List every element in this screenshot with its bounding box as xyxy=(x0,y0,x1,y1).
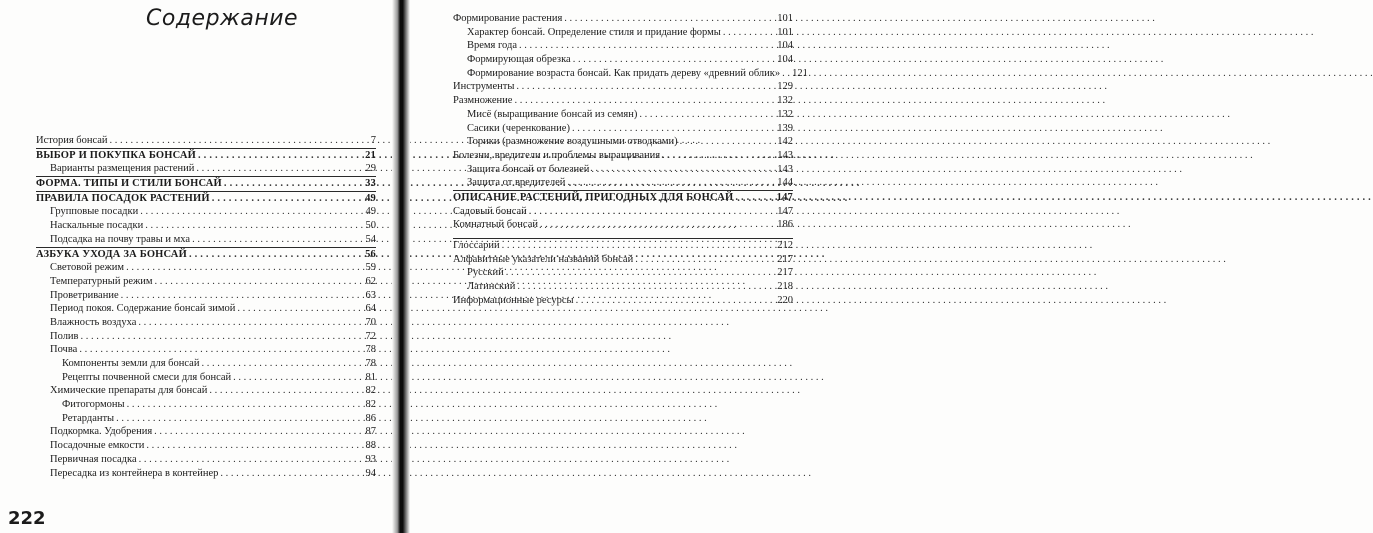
toc-entry-title: ФОРМА. ТИПЫ И СТИЛИ БОНСАЙ xyxy=(36,178,222,190)
toc-entry-title: Защита бонсай от болезней xyxy=(467,163,590,175)
toc-page-number: 63 xyxy=(365,289,376,301)
toc-entry[interactable] xyxy=(36,219,376,233)
dot-leader xyxy=(139,453,364,467)
toc-entry[interactable] xyxy=(453,94,793,108)
toc-entry-title: Рецепты почвенной смеси для бонсай xyxy=(62,371,232,383)
toc-entry-title: Размножение xyxy=(453,95,513,107)
toc-entry-title: Торики (размножение воздушными отводками) xyxy=(467,136,678,148)
dot-leader xyxy=(540,218,775,232)
toc-page-number: 21 xyxy=(365,149,376,161)
dot-leader xyxy=(506,266,776,280)
dot-leader xyxy=(517,280,775,294)
dot-leader xyxy=(564,12,775,26)
toc-entry[interactable] xyxy=(36,398,376,412)
toc-page-number: 70 xyxy=(365,316,376,328)
toc-entry[interactable] xyxy=(36,302,376,316)
toc-entry-title: Фитогормоны xyxy=(62,399,125,411)
toc-page-number: 217 xyxy=(777,253,793,265)
dot-leader xyxy=(680,135,776,149)
dot-leader xyxy=(591,163,775,177)
toc-section-heading[interactable] xyxy=(36,192,376,206)
toc-entry[interactable] xyxy=(36,289,376,303)
toc-entry-title: Первичная посадка xyxy=(50,453,137,465)
toc-entry[interactable] xyxy=(36,439,376,453)
toc-entry[interactable] xyxy=(36,371,376,385)
toc-entry[interactable] xyxy=(453,67,808,81)
toc-page-number: 104 xyxy=(777,40,793,52)
dot-leader xyxy=(154,425,363,439)
toc-page-number: 121 xyxy=(792,67,808,79)
toc-entry-title: Мисё (выращивание бонсай из семян) xyxy=(467,108,638,120)
toc-entry-title: Инструменты xyxy=(453,81,515,93)
dot-leader xyxy=(189,248,363,262)
toc-entry[interactable] xyxy=(36,275,376,289)
toc-entry-title: Формирующая обрезка xyxy=(467,54,571,66)
toc-entry[interactable] xyxy=(36,162,376,176)
toc-entry-title: Ретарданты xyxy=(62,412,115,424)
toc-section-heading[interactable] xyxy=(36,177,376,191)
dot-leader xyxy=(567,176,775,190)
dot-leader xyxy=(155,275,364,289)
toc-entry[interactable] xyxy=(453,26,793,40)
toc-page-number: 72 xyxy=(365,330,376,342)
dot-leader xyxy=(735,191,774,205)
toc-entry[interactable] xyxy=(36,205,376,219)
toc-entry-title: Подкормка. Удобрения xyxy=(50,426,153,438)
toc-entry-title: Характер бонсай. Определение стиля и придание формы xyxy=(467,26,721,38)
toc-entry-title: Проветривание xyxy=(50,289,119,301)
toc-entry-title: Формирование растения xyxy=(453,13,563,24)
dot-leader xyxy=(502,239,776,253)
dot-leader xyxy=(126,261,363,275)
toc-page-number: 29 xyxy=(365,163,376,175)
toc-page-number: 218 xyxy=(777,281,793,293)
toc-entry-title: Комнатный бонсай xyxy=(453,219,538,231)
dot-leader xyxy=(110,134,369,148)
toc-entry-title: Русский xyxy=(467,267,504,279)
dot-leader xyxy=(224,177,363,191)
toc-entry-title: ПРАВИЛА ПОСАДОК РАСТЕНИЙ xyxy=(36,192,210,204)
toc-page-number: 82 xyxy=(365,385,376,397)
toc-page-number: 212 xyxy=(777,240,793,251)
toc-page-number: 78 xyxy=(365,344,376,356)
toc-entry[interactable] xyxy=(453,176,793,190)
left-page xyxy=(0,0,392,533)
toc-page-number: 94 xyxy=(365,467,376,479)
toc-page-number: 54 xyxy=(365,233,376,245)
toc-entry[interactable] xyxy=(36,134,376,148)
toc-page-number: 87 xyxy=(365,426,376,438)
toc-page-number: 143 xyxy=(777,163,793,175)
toc-entry-title: Латинский xyxy=(467,281,516,293)
toc-page-number: 144 xyxy=(777,177,793,189)
dot-leader xyxy=(516,80,775,94)
toc-entry[interactable] xyxy=(36,384,376,398)
toc-entry[interactable] xyxy=(36,425,376,439)
dot-leader xyxy=(146,439,363,453)
toc-page-number: 101 xyxy=(777,13,793,24)
toc-entry[interactable] xyxy=(36,453,376,467)
toc-page-number: 49 xyxy=(365,206,376,218)
dot-leader xyxy=(576,294,776,308)
toc-entry[interactable] xyxy=(453,53,793,67)
toc-page-number: 132 xyxy=(777,95,793,107)
toc-entry-title: Глоссарий xyxy=(453,240,500,251)
toc-entry-title: Болезни, вредители и проблемы выращивания xyxy=(453,149,661,161)
dot-leader xyxy=(192,233,363,247)
toc-entry[interactable] xyxy=(453,253,793,267)
toc-entry-title: История бонсай xyxy=(36,135,108,146)
toc-entry-title: Сасики (черенкование) xyxy=(467,122,570,134)
toc-page-number: 220 xyxy=(777,294,793,306)
toc-entry[interactable] xyxy=(453,239,793,253)
toc-page-number: 49 xyxy=(365,192,376,204)
dot-leader xyxy=(201,357,363,371)
toc-page-number: 56 xyxy=(365,248,376,260)
toc-page-number: 142 xyxy=(777,136,793,148)
toc-entry-title: ВЫБОР И ПОКУПКА БОНСАЙ xyxy=(36,149,197,161)
dot-leader xyxy=(138,316,363,330)
toc-entry-title: Полив xyxy=(50,330,79,342)
toc-entry[interactable] xyxy=(453,12,793,26)
toc-entry[interactable] xyxy=(36,233,376,247)
dot-leader xyxy=(782,67,790,81)
toc-page-number: 147 xyxy=(777,205,793,217)
toc-section-heading[interactable] xyxy=(36,248,376,262)
dot-leader xyxy=(145,219,363,233)
toc-page-number: 64 xyxy=(365,303,376,315)
toc-entry[interactable] xyxy=(453,122,793,136)
toc-entry-title: Влажность воздуха xyxy=(50,316,137,328)
toc-page-number: 86 xyxy=(365,412,376,424)
toc-page-number: 186 xyxy=(777,219,793,231)
dot-leader xyxy=(529,205,775,219)
dot-leader xyxy=(212,192,363,206)
toc-entry-title: Групповые посадки xyxy=(50,206,139,218)
toc-entry-title: Химические препараты для бонсай xyxy=(50,385,208,397)
toc-entry[interactable] xyxy=(36,261,376,275)
toc-entry-title: Информационные ресурсы xyxy=(453,294,574,306)
toc-page-number: 88 xyxy=(365,440,376,452)
dot-leader xyxy=(220,467,363,481)
toc-entry[interactable] xyxy=(453,294,793,308)
toc-entry[interactable] xyxy=(453,108,793,122)
page-number: 222 xyxy=(8,508,46,529)
dot-leader xyxy=(572,122,775,136)
dot-leader xyxy=(79,343,363,357)
toc-page-number: 59 xyxy=(365,262,376,274)
toc-entry-title: Время года xyxy=(467,40,518,52)
toc-page-number: 93 xyxy=(365,453,376,465)
toc-entry[interactable] xyxy=(36,357,376,371)
toc-entry-title: ОПИСАНИЕ РАСТЕНИЙ, ПРИГОДНЫХ ДЛЯ БОНСАЙ xyxy=(453,191,734,203)
toc-entry-title: Защита от вредителей xyxy=(467,177,566,189)
toc-entry-title: Почва xyxy=(50,344,78,356)
toc-entry[interactable] xyxy=(453,39,793,53)
toc-page-number: 101 xyxy=(777,26,793,38)
toc-entry-title: Варианты размещения растений xyxy=(50,163,195,175)
toc-section-heading[interactable] xyxy=(453,191,793,205)
dot-leader xyxy=(116,412,363,426)
toc-page-number: 7 xyxy=(370,135,376,146)
toc-entry[interactable] xyxy=(36,412,376,426)
toc-entry[interactable] xyxy=(36,467,376,481)
toc-entry[interactable] xyxy=(453,266,793,280)
dot-leader xyxy=(662,149,775,163)
toc-list-left xyxy=(36,134,376,480)
dot-leader xyxy=(121,289,364,303)
toc-list-right xyxy=(453,12,808,307)
toc-page-number: 50 xyxy=(365,220,376,232)
toc-entry[interactable] xyxy=(453,149,793,163)
toc-page-number: 147 xyxy=(776,191,793,203)
toc-entry-title: Посадочные емкости xyxy=(50,440,145,452)
toc-entry-title: Период покоя. Содержание бонсай зимой xyxy=(50,303,236,315)
toc-entry[interactable] xyxy=(36,316,376,330)
dot-leader xyxy=(519,39,775,53)
toc-entry[interactable] xyxy=(453,280,793,294)
toc-page-number: 143 xyxy=(777,149,793,161)
toc-entry[interactable] xyxy=(453,205,793,219)
toc-entry-title: Температурный режим xyxy=(50,275,153,287)
dot-leader xyxy=(639,108,775,122)
toc-page-number: 78 xyxy=(365,358,376,369)
toc-entry[interactable] xyxy=(453,80,793,94)
toc-entry-title: Пересадка из контейнера в контейнер xyxy=(50,467,219,479)
toc-page-number: 33 xyxy=(365,178,376,190)
dot-leader xyxy=(237,302,363,316)
dot-leader xyxy=(723,26,775,40)
toc-entry[interactable] xyxy=(453,163,793,177)
toc-page-number: 217 xyxy=(777,267,793,279)
dot-leader xyxy=(233,371,363,385)
dot-leader xyxy=(81,330,364,344)
dot-leader xyxy=(573,53,776,67)
right-page xyxy=(410,0,808,533)
toc-entry-title: Подсадка на почву травы и мха xyxy=(50,233,191,245)
toc-entry-title: Наскальные посадки xyxy=(50,220,144,232)
dot-leader xyxy=(198,149,363,163)
toc-entry[interactable] xyxy=(453,218,793,232)
toc-page-number: 132 xyxy=(777,108,793,120)
toc-page-number: 129 xyxy=(777,81,793,93)
toc-entry-title: Садовый бонсай xyxy=(453,205,527,217)
toc-entry-title: АЗБУКА УХОДА ЗА БОНСАЙ xyxy=(36,248,187,260)
toc-entry[interactable] xyxy=(36,343,376,357)
toc-entry-title: Компоненты земли для бонсай xyxy=(62,358,200,369)
dot-leader xyxy=(196,162,363,176)
toc-entry-title: Световой режим xyxy=(50,262,125,274)
dot-leader xyxy=(635,253,775,267)
toc-entry-title: Алфавитные указатели названий бонсай xyxy=(453,253,634,265)
toc-page-number: 82 xyxy=(365,399,376,411)
toc-page-number: 62 xyxy=(365,275,376,287)
toc-page-number: 81 xyxy=(365,371,376,383)
toc-section-heading[interactable] xyxy=(36,149,376,163)
dot-leader xyxy=(140,205,363,219)
dot-leader xyxy=(209,384,363,398)
book-gutter xyxy=(392,0,410,533)
toc-entry-title: Формирование возраста бонсай. Как придать дереву «древний облик» xyxy=(467,67,781,79)
toc-page-number: 139 xyxy=(777,122,793,134)
page-title: Содержание xyxy=(146,6,299,31)
toc-page-number: 104 xyxy=(777,54,793,66)
dot-leader xyxy=(514,94,775,108)
toc-entry[interactable] xyxy=(453,135,793,149)
toc-entry[interactable] xyxy=(36,330,376,344)
dot-leader xyxy=(127,398,364,412)
